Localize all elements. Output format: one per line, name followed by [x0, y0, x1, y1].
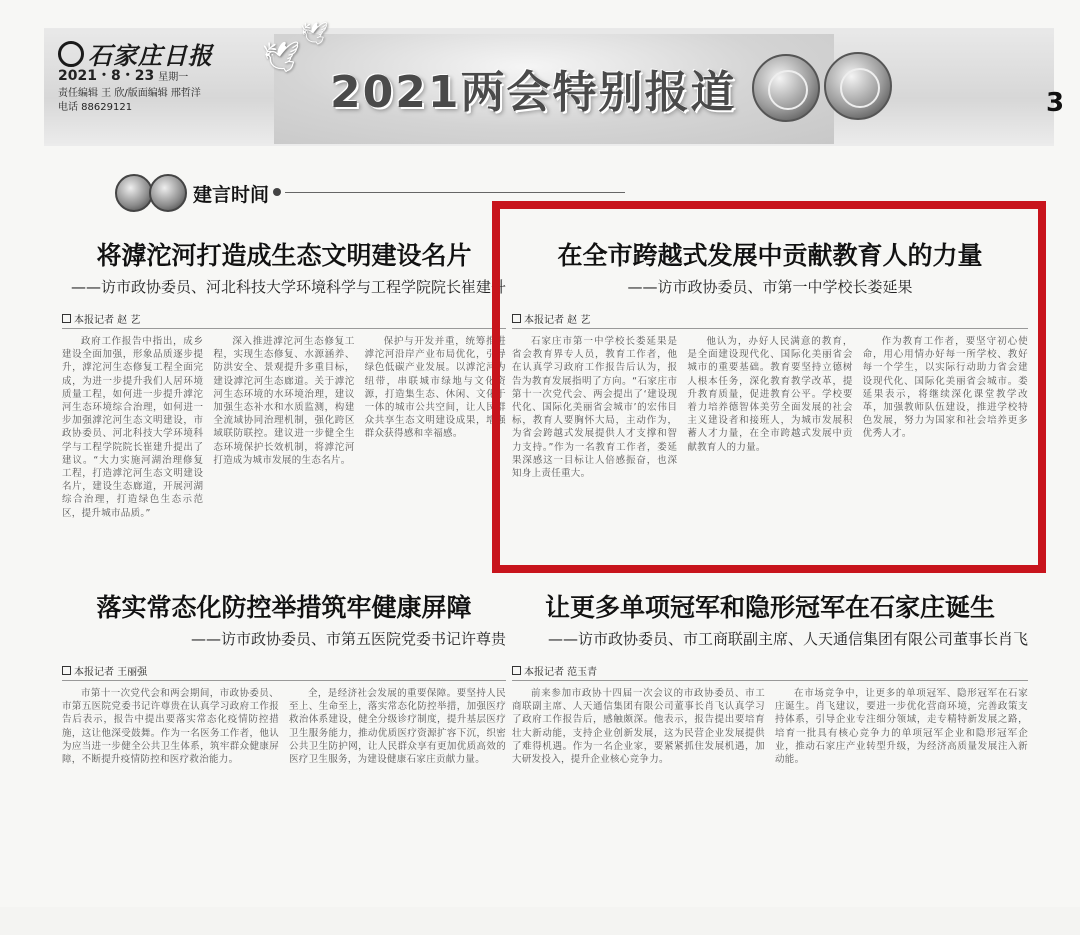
byline-text: 本报记者 赵 艺 [524, 315, 591, 326]
dove-icon: 🕊 [262, 40, 301, 75]
section-rule [285, 192, 625, 193]
phone-line: 电话 88629121 [58, 102, 133, 113]
cppcc-emblem-icon [149, 174, 187, 212]
paragraph: 政府工作报告中指出，成乡建设全面加强，形象品质逐步提升，滹沱河生态修复工程全面完成，为进一步提升我们人居环境质量工程，如何进一步提升滹沱河生态环境综合治理，如何进一步加强滹沱河生态文明建设，市政协委员、河北科技大学环境科学与工程学院院长崔建升提出了建议。“大力实施河湖治理修复工程，打造滹沱河生态文明建设名片，建设生态廊道，开展河湖综合治理，打造绿色生态示范区，提升城市品质。” [62, 336, 204, 519]
article [62, 588, 506, 935]
byline [62, 663, 506, 678]
byline [512, 663, 1028, 678]
masthead [44, 18, 1065, 138]
article-body [62, 687, 506, 935]
dove-icon: 🕊 [300, 22, 328, 47]
article-column [289, 687, 506, 935]
paragraph: 前来参加市政协十四届一次会议的市政协委员、市工商联副主席、人天通信集团有限公司董事长肖飞认真学习了政府工作报告后，感触颇深。他表示，报告提出要培育壮大新动能，支持企业创新发展，这为民营企业发展提供了难得机遇。作为一名企业家，要紧紧抓住发展机遇，加大研发投入，提升企业核心竞争力。 [512, 688, 765, 766]
paragraph: 作为教育工作者，要坚守初心使命，用心用情办好每一所学校、教好每一个学生，以实际行动助力省会建设现代化、国际化美丽省会城市。娄延果表示，将继续深化课堂教学改革，加强教师队伍建设，推进学校特色发展，努力为国家和社会培养更多优秀人才。 [862, 336, 1028, 440]
article-subtitle: ——访市政协委员、市第五医院党委书记许尊贵 [190, 630, 506, 648]
editor-info [58, 87, 201, 115]
issue-date [58, 65, 188, 85]
article [512, 588, 1028, 929]
article-column [213, 335, 354, 597]
article-title: 将滹沱河打造成生态文明建设名片 [96, 241, 472, 270]
article-title: 落实常态化防控举措筑牢健康屏障 [96, 593, 472, 622]
byline-text: 本报记者 王丽强 [74, 667, 148, 678]
paragraph: 保护与开发并重，统筹推进滹沱河沿岸产业布局优化，引导绿色低碳产业发展。以滹沱河为纽带，串联城市绿地与文化资源，打造集生态、休闲、文化于一体的城市公共空间，让人民群众共享生态文明建设成果，增强群众获得感和幸福感。 [364, 336, 506, 440]
highlight-box [492, 201, 1046, 573]
logo-text: 石家庄日报 [88, 41, 213, 70]
paragraph: 深入推进滹沱河生态修复工程，实现生态修复、水源涵养、防洪安全、景观提升多重目标，建设滹沱河生态廊道。关于滹沱河生态环境的水环境治理，建议加强生态补水和水质监测，构建全流域协同治理机制，强化跨区域联防联控。建议进一步健全生态环境保护长效机制，将滹沱河打造成为城市发展的生态名片。 [213, 336, 355, 466]
paragraph: 市第十一次党代会和两会期间，市政协委员、市第五医院党委书记许尊贵在认真学习政府工作报告后表示，报告中提出要落实常态化疫情防控措施，这让他深受鼓舞。作为一名医务工作者，他认为应当进一步健全公共卫生体系，筑牢群众健康屏障，不断提升疫情防控和医疗救治能力。 [62, 688, 279, 766]
article-title: 在全市跨越式发展中贡献教育人的力量 [557, 241, 983, 270]
paragraph: 他认为，办好人民满意的教育，是全面建设现代化、国际化美丽省会城市的重要基础。教育要坚持立德树人根本任务，深化教育教学改革，提升教育质量，促进教育公平。学校要着力培养德智体美劳全面发展的社会主义建设者和接班人，为城市发展积蓄人才力量，在全市跨越式发展中贡献教育人的力量。 [687, 336, 853, 453]
article-body [62, 335, 506, 597]
article-column [365, 335, 506, 597]
byline-square-icon [62, 314, 71, 323]
paragraph: 在市场竞争中，让更多的单项冠军、隐形冠军在石家庄诞生。肖飞建议，要进一步优化营商环境，完善政策支持体系，引导企业专注细分领域，走专精特新发展之路，培育一批具有核心竞争力的单项冠军企业和隐形冠军企业，推动石家庄产业转型升级，为经济高质量发展注入新动能。 [775, 688, 1028, 766]
special-report-banner: 2021两会特别报道 [330, 67, 737, 118]
byline-square-icon [62, 666, 71, 675]
byline-square-icon [512, 666, 521, 675]
paragraph: 石家庄市第一中学校长娄延果是省会教育界专人员，教育工作者，他在认真学习政府工作报告后认为，报告为教育发展指明了方向。“石家庄市第十一次党代会、两会提出了‘建设现代化、国际化美丽省会城市’的宏伟目标，教育人要胸怀大局，主动作为，为省会跨越式发展提供人才支撑和智力支持。”作为一名教育工作者，娄延果深感这一目标让人倍感振奋，也深知身上责任重大。 [512, 336, 678, 480]
page-number: 3 [1046, 88, 1065, 118]
logo-icon [58, 41, 84, 67]
byline-text: 本报记者 范玉青 [524, 667, 598, 678]
byline-rule [62, 328, 506, 329]
byline-text: 本报记者 赵 艺 [74, 315, 141, 326]
national-emblem-icon [115, 174, 153, 212]
weekday-text: 星期一 [158, 72, 189, 83]
article-column [62, 687, 279, 935]
byline-rule [512, 680, 1028, 681]
article [62, 236, 506, 597]
article-column [512, 687, 765, 929]
article-subtitle: ——访市政协委员、市第一中学校长娄延果 [627, 278, 913, 296]
paragraph: 全，是经济社会发展的重要保障。要坚持人民至上、生命至上，落实常态化防控举措，加强医疗救治体系建设，健全分级诊疗制度，提升基层医疗卫生服务能力，推动优质医疗资源扩容下沉，织密公共卫生防护网，让人民群众享有更加优质高效的医疗卫生服务，为建设健康石家庄贡献力量。 [289, 688, 506, 766]
editor-line: 责任编辑 王 欣/版面编辑 邢哲洋 [58, 88, 201, 99]
byline [62, 311, 506, 326]
byline-rule [62, 680, 506, 681]
article-subtitle: ——访市政协委员、河北科技大学环境科学与工程学院院长崔建升 [70, 278, 506, 296]
section-title: 建言时间 [193, 184, 270, 206]
article-subtitle: ——访市政协委员、市工商联副主席、人天通信集团有限公司董事长肖飞 [547, 630, 1028, 648]
article-title: 让更多单项冠军和隐形冠军在石家庄诞生 [544, 593, 995, 622]
article-column [775, 687, 1028, 929]
cppcc-emblem-icon [824, 52, 892, 120]
article-body [512, 687, 1028, 929]
article-column [62, 335, 203, 597]
national-emblem-icon [752, 54, 820, 122]
date-text: 2021・8・23 [58, 68, 155, 84]
section-dot [273, 188, 281, 196]
